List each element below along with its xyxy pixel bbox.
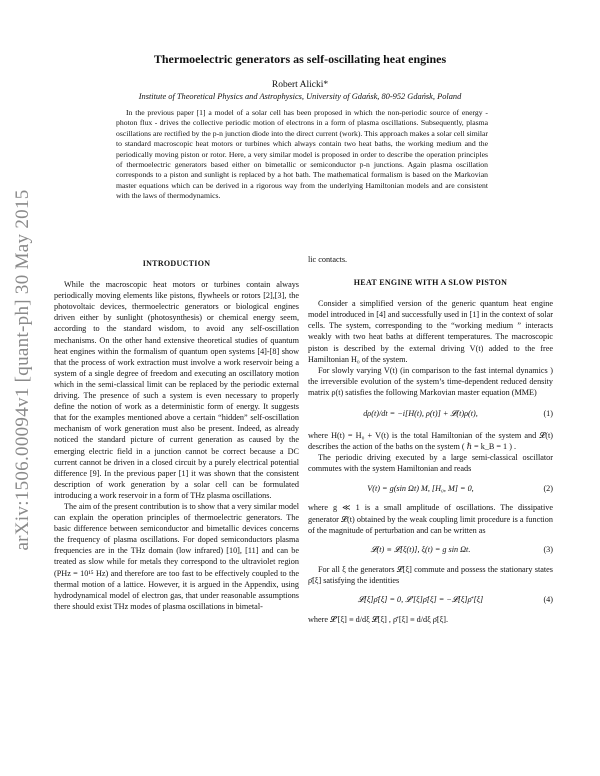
section2-paragraph-4: The periodic driving executed by a large semi-classical oscillator commutes with the system Hamiltonian and reads [308, 453, 553, 474]
equation-1 [308, 401, 553, 427]
affiliation: Institute of Theoretical Physics and Astrophysics, University of Gdańsk, 80-952 Gdańsk, Poland [138, 92, 462, 101]
author: Robert Alicki* [271, 80, 329, 90]
section-heading-heat-engine: HEAT ENGINE WITH A SLOW PISTON [353, 278, 508, 288]
equation-3-number: (3) [543, 545, 553, 555]
section2-paragraph-6: For all ξ the generators 𝓛[ξ] commute and possess the stationary states ρ̄[ξ] satisfying the identities [308, 564, 553, 585]
paper-title: Thermoelectric generators as self-oscillating heat engines [153, 52, 447, 66]
arxiv-identifier [14, 160, 32, 580]
equation-4-body: 𝓛[ξ]ρ̄[ξ] = 0, 𝓛′[ξ]ρ̄[ξ] = −𝓛[ξ]ρ̄′[ξ] [357, 595, 484, 605]
equation-4 [308, 589, 553, 611]
section2-paragraph-7: where 𝓛′[ξ] ≡ d/dξ 𝓛[ξ] , ρ̄′[ξ] ≡ d/dξ ρ̄[ξ]. [308, 614, 449, 624]
equation-2 [308, 477, 553, 499]
equation-1-number: (1) [543, 409, 553, 419]
right-column [308, 254, 553, 625]
left-column [54, 254, 299, 612]
equation-3-body: 𝓛(t) ≡ 𝓛[ξ(t)], ξ(t) = g sin Ωt. [370, 545, 471, 555]
equation-2-body: V(t) = g(sin Ωt) M, [H₀, M] = 0, [367, 483, 474, 493]
intro-heading: INTRODUCTION [142, 259, 211, 268]
intro-continuation: lic contacts. [308, 255, 348, 264]
equation-2-number: (2) [543, 483, 553, 493]
intro-paragraph-1: While the macroscopic heat motors or turbines contain always periodically moving elements like pistons, flywheels or rotors [2],[3], the photovoltaic devices, thermoelectric generators or biological engines driven either by sunlight (photosynthesis) or chemical energy seem, according to the standard wisdom, to avoid any self-oscillation mechanisms. On the other hand extensive theoretical studies of quantum heat engines within the formalism of quantum open systems [4]-[8] show that the process of work extraction must involve a work reservoir being a system of a single degree of freedom and executing an oscillatory motion which in the semi-classical limit can be replaced by the periodic external driving. The presence of such a system is even necessary to properly define the notion of work as a deterministic form of energy. It suggests that for the examples mentioned above a certain “hidden” self-oscillation mechanism of work generation must also be present. Indeed, as already noticed the standard picture of current generation as caused by the emerging electric field in a junction cannot be correct because a DC current cannot be driven in a closed circuit by a purely electrical potential difference [9]. In the previous paper [1] it was shown that the consistent description of work generation by a solar cell can be formulated introducing a work reservoir in a form of THz plasma oscillations. [54, 280, 299, 500]
section2-paragraph-5: where g ≪ 1 is a small amplitude of oscillations. The dissipative generator 𝓛(t) obtained by the weak coupling limit procedure is a function of the magnitude of perturbation and can be written as [308, 503, 553, 535]
section2-paragraph-2: For slowly varying V(t) (in comparison to the fast internal dynamics ) the irreversible evolution of the system’s time-dependent reduced density matrix ρ(t) satisfies the following Markovian master equation (MME) [308, 365, 553, 397]
intro-paragraph-2: The aim of the present contribution is to show that a very similar model can explain the operation principles of thermoelectric generators. The basic difference between semiconductor and bimetallic devices concerns the frequency of plasma oscillations. For doped semiconductors plasma frequencies are in the THz domain (low infrared) [10], [11] and can be treated as slow while for metals they correspond to the ultraviolet region (PHz = 10¹⁵ Hz) and therefore are too fast to be effectively coupled to the thermal motion of a lattice. However, it is argued in the Appendix, using hydrodynamical model of electron gas, that under reasonable assumptions there should exist THz modes of plasma oscillations in bimetal- [54, 501, 299, 611]
section2-paragraph-3: where H(t) = H₀ + V(t) is the total Hamiltonian of the system and 𝓛(t) describes the action of the baths on the system ( ℏ = k_B = 1 ) . [308, 431, 553, 452]
abstract: In the previous paper [1] a model of a solar cell has been proposed in which the non-periodic source of energy - photon flux - drives the collective periodic motion of electrons in a form of plasma oscillations. Subsequently, plasma oscillations are rectified by the p-n junction diode into the direct current (work). This approach makes a solar cell similar to standard macroscopic heat motors or turbines which always contain two heat baths, the working medium and the periodically moving piston or rotor. Here, a very similar model is proposed in order to describe the operation principles of thermoelectric generators based either on bimetallic or semiconductor p-n junctions. Again plasma oscillation corresponds to a piston and sunlight is replaced by a hot bath. The mathematical formalism is based on the Markovian master equations which can be derived in a rigorous way from the underlying Hamiltonian models and are consistent with the laws of thermodynamics. [116, 108, 488, 201]
equation-3 [308, 539, 553, 561]
arxiv-id-text: arXiv:1506.00094v1 [quant-ph] 30 May 2015 [12, 189, 33, 551]
section2-paragraph-1: Consider a simplified version of the generic quantum heat engine model introduced in [4] and successfully used in [1] in the context of solar cells. The system, corresponding to the “working medium ” interacts weakly with two heat baths at different temperatures. The macroscopic piston is described by the external driving V(t) added to the free Hamiltonian H₀ of the system. [308, 299, 553, 364]
equation-1-body: dρ(t)/dt = −i[H(t), ρ(t)] + 𝓛(t)ρ(t), [363, 409, 478, 419]
equation-4-number: (4) [543, 595, 553, 605]
